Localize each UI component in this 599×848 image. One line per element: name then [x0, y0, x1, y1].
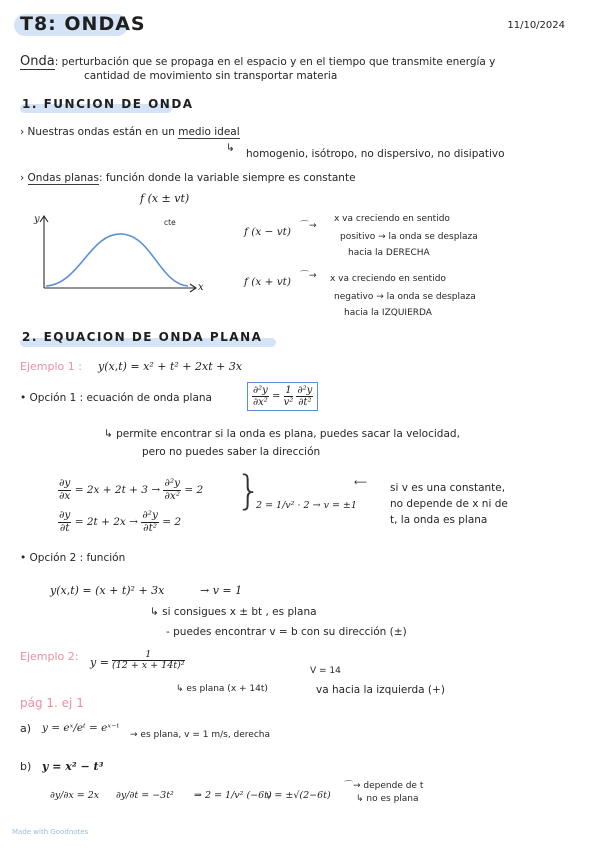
desc-minus-2: positivo → la onda se desplaza — [340, 232, 478, 242]
medio-ideal-term: medio ideal — [178, 126, 240, 138]
page-date: 11/10/2024 — [507, 20, 565, 31]
func-const-label: cte — [164, 218, 176, 227]
example2-label: Ejemplo 2: — [20, 650, 79, 663]
definition-term: Onda — [20, 54, 55, 69]
exercise-b-dt: ∂y/∂t = −3t² — [116, 790, 174, 801]
example2-y: y = — [90, 656, 109, 669]
exercise-b-note1: ⌒→ depende de t — [344, 781, 424, 791]
option2-label: • Opción 2 : función — [20, 552, 126, 564]
velocity-note3: t, la onda es plana — [390, 514, 488, 526]
velocity-note2: no depende de x ni de — [390, 498, 508, 510]
wave-equation-box: $\frac{\text{∂²y}}{\text{∂x²}}$ = $\frac{1}{\text{v²}}$ $\frac{\text{∂²y}}{\text{∂t²}}$ — [247, 382, 318, 411]
graph-x-label: x — [198, 282, 204, 293]
eq-mid-num: 1 — [285, 385, 292, 396]
graph-pulse-curve — [46, 234, 188, 286]
option1-label: • Opción 1 : ecuación de onda plana — [20, 392, 212, 404]
option1-note: ↳ permite encontrar si la onda es plana, puedes sacar la velocidad, — [104, 428, 460, 440]
arrow-plus: ⌒→ — [300, 271, 317, 281]
derivative-t-result: = 2 — [162, 516, 182, 529]
desc-minus-3: hacia la DERECHA — [348, 248, 430, 258]
velocity-arrow: ⟵ — [354, 478, 367, 488]
exercise-b-dx: ∂y/∂x = 2x — [50, 790, 100, 801]
desc-plus-2: negativo → la onda se desplaza — [334, 292, 476, 302]
exercise-b-expr: y = x² − t³ — [42, 760, 104, 773]
exercise-b-velocity: v = ±√(2−6t) — [266, 790, 331, 801]
exercise-a-note: → es plana, v = 1 m/s, derecha — [130, 730, 271, 740]
example2-den: (12 + x + 14t)² — [112, 660, 185, 672]
eq-rhs-den: ∂t² — [298, 397, 312, 408]
option2-note2: - puedes encontrar v = b con su dirección (±) — [166, 626, 407, 638]
graph-y-label: y — [34, 214, 40, 225]
example1-label: Ejemplo 1 : — [20, 360, 82, 373]
option2-text: Opción 2 : función — [29, 552, 126, 564]
exercise-b-label: b) — [20, 760, 32, 773]
exercise-a-label: a) — [20, 722, 32, 735]
goodnotes-logo: Made with Goodnotes — [12, 828, 89, 836]
example2-velocity: V = 14 — [310, 666, 341, 676]
example2-num: 1 — [112, 650, 185, 661]
ondas-planas-desc: : función donde la variable siempre es constante — [98, 172, 356, 184]
medio-ideal-desc: ↳ homogenio, isótropo, no dispersivo, no disipativo — [226, 142, 505, 160]
bullet-ondas-planas: › Ondas planas: función donde la variable siempre es constante — [20, 172, 356, 184]
example2-note-text: es plana (x + 14t) — [186, 684, 268, 694]
desc-minus-1: x va creciendo en sentido — [334, 214, 450, 224]
ondas-planas-term: Ondas planas — [27, 172, 99, 184]
derivatives-brace: } — [236, 468, 262, 514]
bullet-medio-prefix: Nuestras ondas están en un — [27, 126, 175, 138]
section2-heading: 2. EQUACION DE ONDA PLANA — [22, 330, 263, 344]
velocity-note1: si v es una constante, — [390, 482, 506, 494]
exercise-b-relation: ⇒ 2 = 1/v² (−6t) — [194, 790, 272, 801]
derivative-x-result: = 2 — [184, 484, 204, 497]
exercise-b-note1-text: depende de t — [363, 781, 424, 791]
derivative-t: $\frac{\partial y}{\partial t}$ = 2t + 2x → $\frac{\text{∂²y}}{\text{∂t²}}$ = 2 — [59, 509, 182, 534]
eq-lhs-num: ∂²y — [253, 385, 268, 396]
definition-text1: perturbación que se propaga en el espacio y en el tiempo que transmite energía y — [61, 56, 496, 68]
desc-plus-1: x va creciendo en sentido — [330, 274, 446, 284]
eq-mid-den: v² — [283, 397, 294, 408]
derivative-t-expr: = 2t + 2x → — [74, 516, 138, 529]
example2-note: ↳ es plana (x + 14t) — [176, 684, 268, 694]
bullet-medio: › Nuestras ondas están en un medio ideal — [20, 126, 240, 138]
option2-velocity: → v = 1 — [200, 584, 243, 597]
example1-expr: y(x,t) = x² + t² + 2xt + 3x — [98, 360, 243, 373]
exercise-b-note2-text: no es plana — [366, 794, 419, 804]
option1-note2: pero no puedes saber la dirección — [142, 446, 321, 458]
func-expression: f (x ± vt) — [140, 192, 190, 205]
section1-heading: 1. FUNCION DE ONDA — [22, 97, 194, 111]
derivative-x: $\frac{\partial y}{\partial x}$ = 2x + 2t + 3 → $\frac{\text{∂²y}}{\text{∂x²}}$ = 2 — [59, 477, 204, 502]
option2-expr: y(x,t) = (x + t)² + 3x — [50, 584, 165, 597]
expr-minus: f (x − vt) — [244, 226, 291, 238]
page-title: T8: ONDAS — [20, 13, 146, 35]
derivative-x-expr: = 2x + 2t + 3 → — [74, 484, 161, 497]
exercise-heading: pág 1. ej 1 — [20, 696, 84, 710]
arrow-minus: ⌒→ — [300, 221, 317, 231]
example2-fraction — [112, 650, 185, 672]
medio-ideal-properties: homogenio, isótropo, no dispersivo, no disipativo — [246, 148, 505, 160]
definition-line1: Onda: perturbación que se propaga en el espacio y en el tiempo que transmite energía y — [20, 54, 496, 69]
option2-note1-text: si consigues x ± bt , es plana — [162, 606, 317, 618]
example2-direction: va hacia la izquierda (+) — [316, 684, 445, 696]
eq-rhs-num: ∂²y — [297, 385, 313, 396]
wave-graph — [30, 212, 210, 296]
expr-plus: f (x + vt) — [244, 276, 291, 288]
velocity-result: 2 = 1/v² · 2 → v = ±1 — [256, 500, 357, 511]
option1-text: Opción 1 : ecuación de onda plana — [29, 392, 212, 404]
eq-lhs-den: ∂x² — [253, 397, 268, 408]
exercise-a-expr: y = eˣ/eᵗ = eˣ⁻ᵗ — [42, 722, 120, 734]
option2-note1: ↳ si consigues x ± bt , es plana — [150, 606, 317, 618]
definition-line2: cantidad de movimiento sin transportar materia — [84, 70, 338, 82]
desc-plus-3: hacia la IZQUIERDA — [344, 308, 432, 318]
option1-note1: permite encontrar si la onda es plana, puedes sacar la velocidad, — [116, 428, 460, 440]
exercise-b-note2: ↳ no es plana — [356, 794, 419, 804]
